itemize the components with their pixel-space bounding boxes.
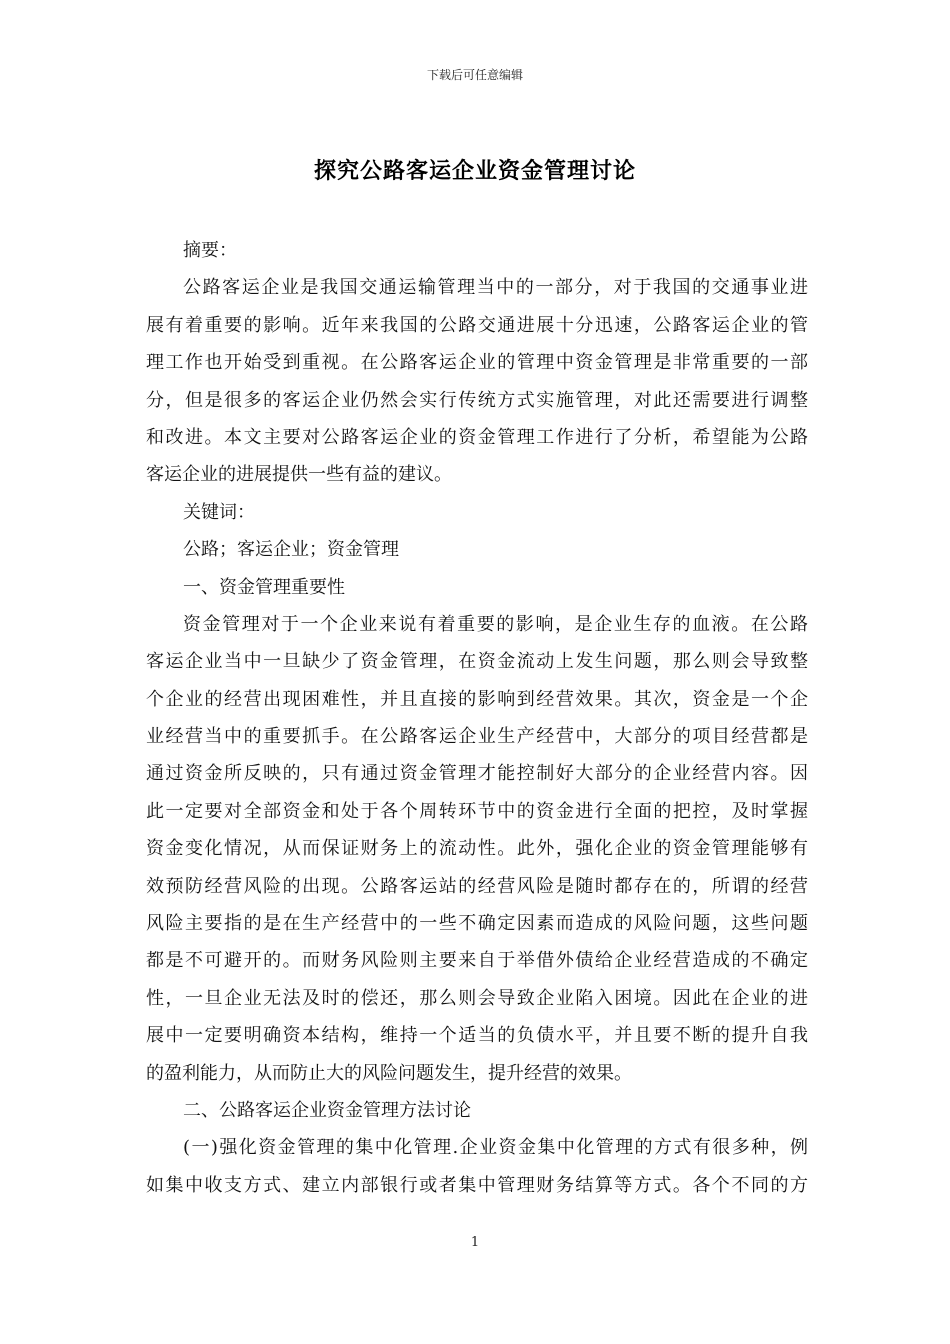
text-line: 的盈利能力，从而防止大的风险问题发生，提升经营的效果。 — [146, 1062, 632, 1084]
text-line: 业经营当中的重要抓手。在公路客运企业生产经营中，大部分的项目经营都是 — [146, 726, 808, 748]
text-line: 客运企业的进展提供一些有益的建议。 — [146, 464, 452, 486]
page-number: 1 — [470, 1235, 480, 1250]
text-line: 性，一旦企业无法及时的偿还，那么则会导致企业陷入困境。因此在企业的进 — [146, 987, 808, 1009]
text-line: 风险主要指的是在生产经营中的一些不确定因素而造成的风险问题，这些问题 — [146, 913, 808, 935]
page-header: 下载后可任意编辑 — [426, 68, 523, 82]
document-title: 探究公路客运企业资金管理讨论 — [313, 158, 636, 184]
text-line: 摘要： — [183, 240, 237, 261]
text-line: 都是不可避开的。而财务风险则主要来自于举借外债给企业经营造成的不确定 — [146, 950, 808, 972]
text-line: 一、资金管理重要性 — [183, 576, 345, 598]
text-line: 二、公路客运企业资金管理方法讨论 — [183, 1099, 471, 1121]
text-line: 效预防经营风险的出现。公路客运站的经营风险是随时都存在的，所谓的经营 — [146, 875, 808, 897]
text-line: 客运企业当中一旦缺少了资金管理，在资金流动上发生问题，那么则会导致整 — [146, 651, 808, 673]
text-line: 展有着重要的影响。近年来我国的公路交通进展十分迅速，公路客运企业的管 — [146, 314, 808, 336]
text-line: 公路；客运企业；资金管理 — [183, 539, 399, 561]
document-body — [146, 232, 808, 1204]
text-line: 资金管理对于一个企业来说有着重要的影响，是企业生存的血液。在公路 — [183, 613, 808, 635]
text-line: 理工作也开始受到重视。在公路客运企业的管理中资金管理是非常重要的一部 — [146, 352, 808, 374]
text-line: 个企业的经营出现困难性，并且直接的影响到经营效果。其次，资金是一个企 — [146, 688, 808, 710]
text-line: 分，但是很多的客运企业仍然会实行传统方式实施管理，对此还需要进行调整 — [146, 389, 808, 411]
text-line: 和改进。本文主要对公路客运企业的资金管理工作进行了分析，希望能为公路 — [146, 426, 808, 448]
text-line: 关键词： — [183, 501, 255, 523]
text-line: 资金变化情况，从而保证财务上的流动性。此外，强化企业的资金管理能够有 — [146, 838, 808, 860]
text-line: 通过资金所反映的，只有通过资金管理才能控制好大部分的企业经营内容。因 — [146, 763, 808, 785]
text-line: 展中一定要明确资本结构，维持一个适当的负债水平，并且要不断的提升自我 — [146, 1025, 808, 1047]
text-line: 此一定要对全部资金和处于各个周转环节中的资金进行全面的把控，及时掌握 — [146, 800, 808, 822]
text-line: (一)强化资金管理的集中化管理.企业资金集中化管理的方式有很多种，例 — [183, 1137, 808, 1159]
text-line: 如集中收支方式、建立内部银行或者集中管理财务结算等方式。各个不同的方 — [146, 1174, 808, 1196]
text-line: 公路客运企业是我国交通运输管理当中的一部分，对于我国的交通事业进 — [183, 277, 808, 299]
